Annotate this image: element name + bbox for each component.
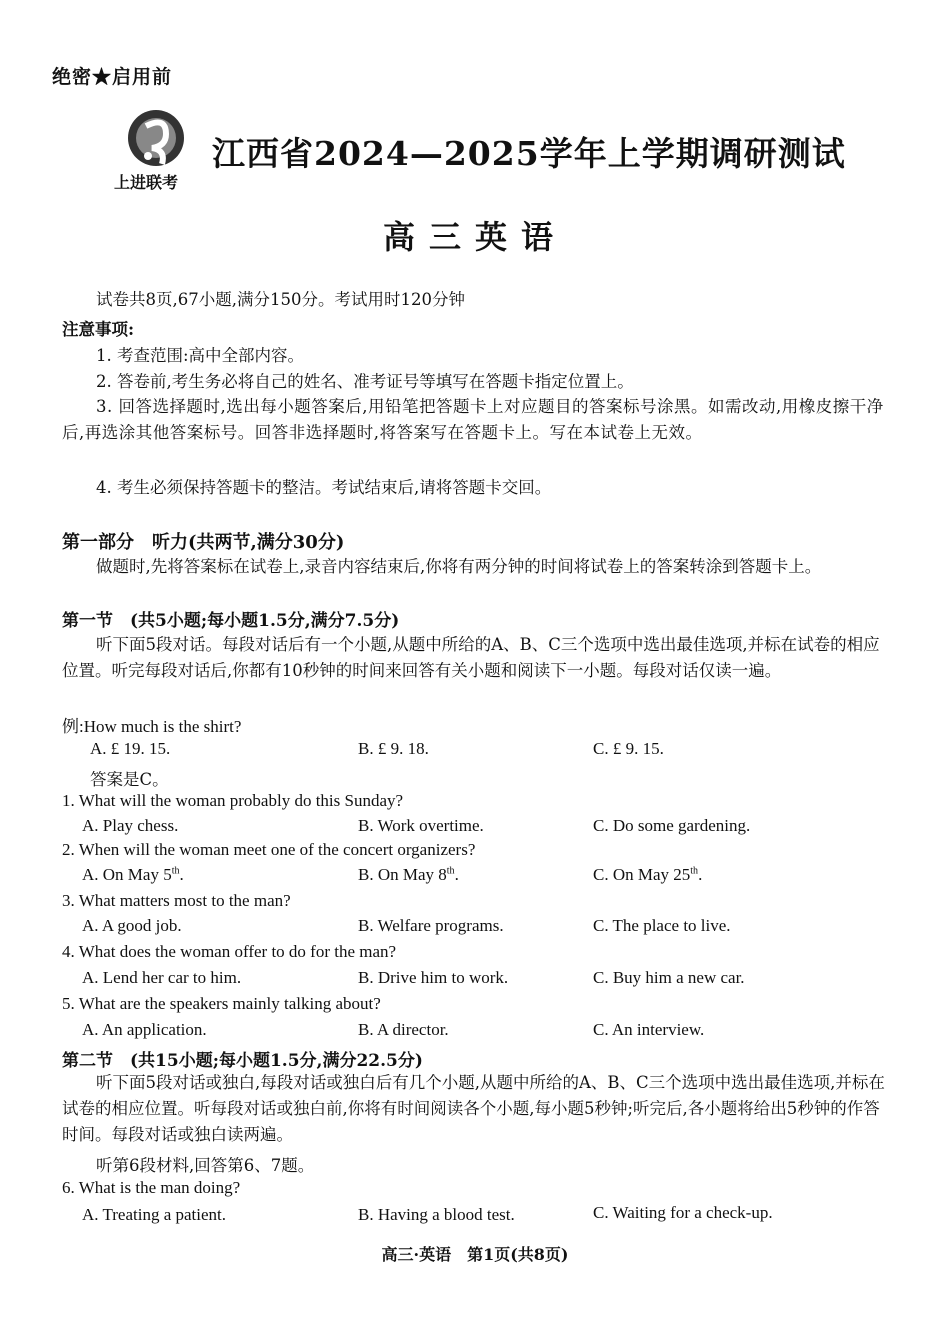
q1-option-b: B. Work overtime.	[358, 816, 484, 835]
question-2: 2. When will the woman meet one of the concert organizers?	[62, 840, 476, 859]
note-item-4: 4. 考生必须保持答题卡的整洁。考试结束后,请将答题卡交回。	[96, 478, 552, 497]
q2-option-c: C. On May 25th.	[593, 865, 703, 884]
question-5: 5. What are the speakers mainly talking about?	[62, 994, 381, 1013]
logo-text: 上进联考	[114, 173, 179, 192]
q4-option-b: B. Drive him to work.	[358, 968, 509, 987]
q4-option-a: A. Lend her car to him.	[82, 968, 242, 987]
q6-option-a: A. Treating a patient.	[82, 1205, 227, 1224]
q3-option-b: B. Welfare programs.	[358, 916, 504, 935]
exam-title: 江西省2024—2025学年上学期调研测试	[212, 134, 846, 173]
q5-option-a: A. An application.	[82, 1020, 207, 1039]
q5-option-c: C. An interview.	[593, 1020, 705, 1039]
q5-option-b: B. A director.	[358, 1020, 449, 1039]
subject-title: 高三英语	[382, 218, 567, 256]
q6-option-c: C. Waiting for a check-up.	[593, 1203, 773, 1222]
note-item-1: 1. 考查范围:高中全部内容。	[96, 346, 305, 365]
q3-option-a: A. A good job.	[82, 916, 182, 935]
part1-instruction: 做题时,先将答案标在试卷上,录音内容结束后,你将有两分钟的时间将试卷上的答案转涂到答题卡上。	[96, 557, 822, 576]
q2-option-a: A. On May 5th.	[82, 865, 184, 884]
example-option-b: B. £ 9. 18.	[358, 739, 429, 758]
page-footer: 高三·英语 第1页(共8页)	[381, 1245, 569, 1264]
section1-heading: 第一节 (共5小题;每小题1.5分,满分7.5分)	[62, 611, 400, 631]
section2-instruction: 听下面5段对话或独白,每段对话或独白后有几个小题,从题中所给的A、B、C三个选项中选出最佳选项,并标在试卷的相应位置。听每段对话或独白前,你将有时间阅读各个小题,每小题5秒钟;听完后,各小题将给出5秒钟的作答时间。每段对话或独白读两遍。	[62, 1073, 885, 1144]
q1-option-a: A. Play chess.	[82, 816, 179, 835]
note-item-3: 3. 回答选择题时,选出每小题答案后,用铅笔把答题卡上对应题目的答案标号涂黑。如需改动,用橡皮擦干净后,再选涂其他答案标号。回答非选择题时,将答案写在答题卡上。写在本试卷上无效。	[62, 397, 884, 442]
q3-option-c: C. The place to live.	[593, 916, 731, 935]
question-6: 6. What is the man doing?	[62, 1178, 241, 1197]
question-1: 1. What will the woman probably do this Sunday?	[62, 791, 404, 810]
q1-option-c: C. Do some gardening.	[593, 816, 751, 835]
example-answer: 答案是C。	[90, 770, 169, 789]
note-item-2: 2. 答卷前,考生务必将自己的姓名、准考证号等填写在答题卡指定位置上。	[96, 372, 634, 391]
section2-material: 听第6段材料,回答第6、7题。	[96, 1156, 315, 1175]
exam-intro: 试卷共8页,67小题,满分150分。考试用时120分钟	[96, 290, 465, 309]
section2-heading: 第二节 (共15小题;每小题1.5分,满分22.5分)	[62, 1051, 423, 1071]
question-3: 3. What matters most to the man?	[62, 891, 291, 910]
confidential-label: 绝密★启用前	[52, 66, 173, 88]
notes-heading: 注意事项:	[62, 320, 135, 339]
question-4: 4. What does the woman offer to do for the man?	[62, 942, 397, 961]
exam-logo	[114, 106, 198, 196]
example-question: 例:How much is the shirt?	[62, 717, 242, 736]
example-option-c: C. £ 9. 15.	[593, 739, 664, 758]
q2-option-b: B. On May 8th.	[358, 865, 459, 884]
example-option-a: A. £ 19. 15.	[90, 739, 171, 758]
part1-heading: 第一部分 听力(共两节,满分30分)	[62, 532, 345, 553]
q6-option-b: B. Having a blood test.	[358, 1205, 515, 1224]
section1-instruction: 听下面5段对话。每段对话后有一个小题,从题中所给的A、B、C三个选项中选出最佳选项,并标在试卷的相应位置。听完每段对话后,你都有10秒钟的时间来回答有关小题和阅读下一小题。每段对话仅读一遍。	[62, 635, 880, 680]
q4-option-c: C. Buy him a new car.	[593, 968, 745, 987]
